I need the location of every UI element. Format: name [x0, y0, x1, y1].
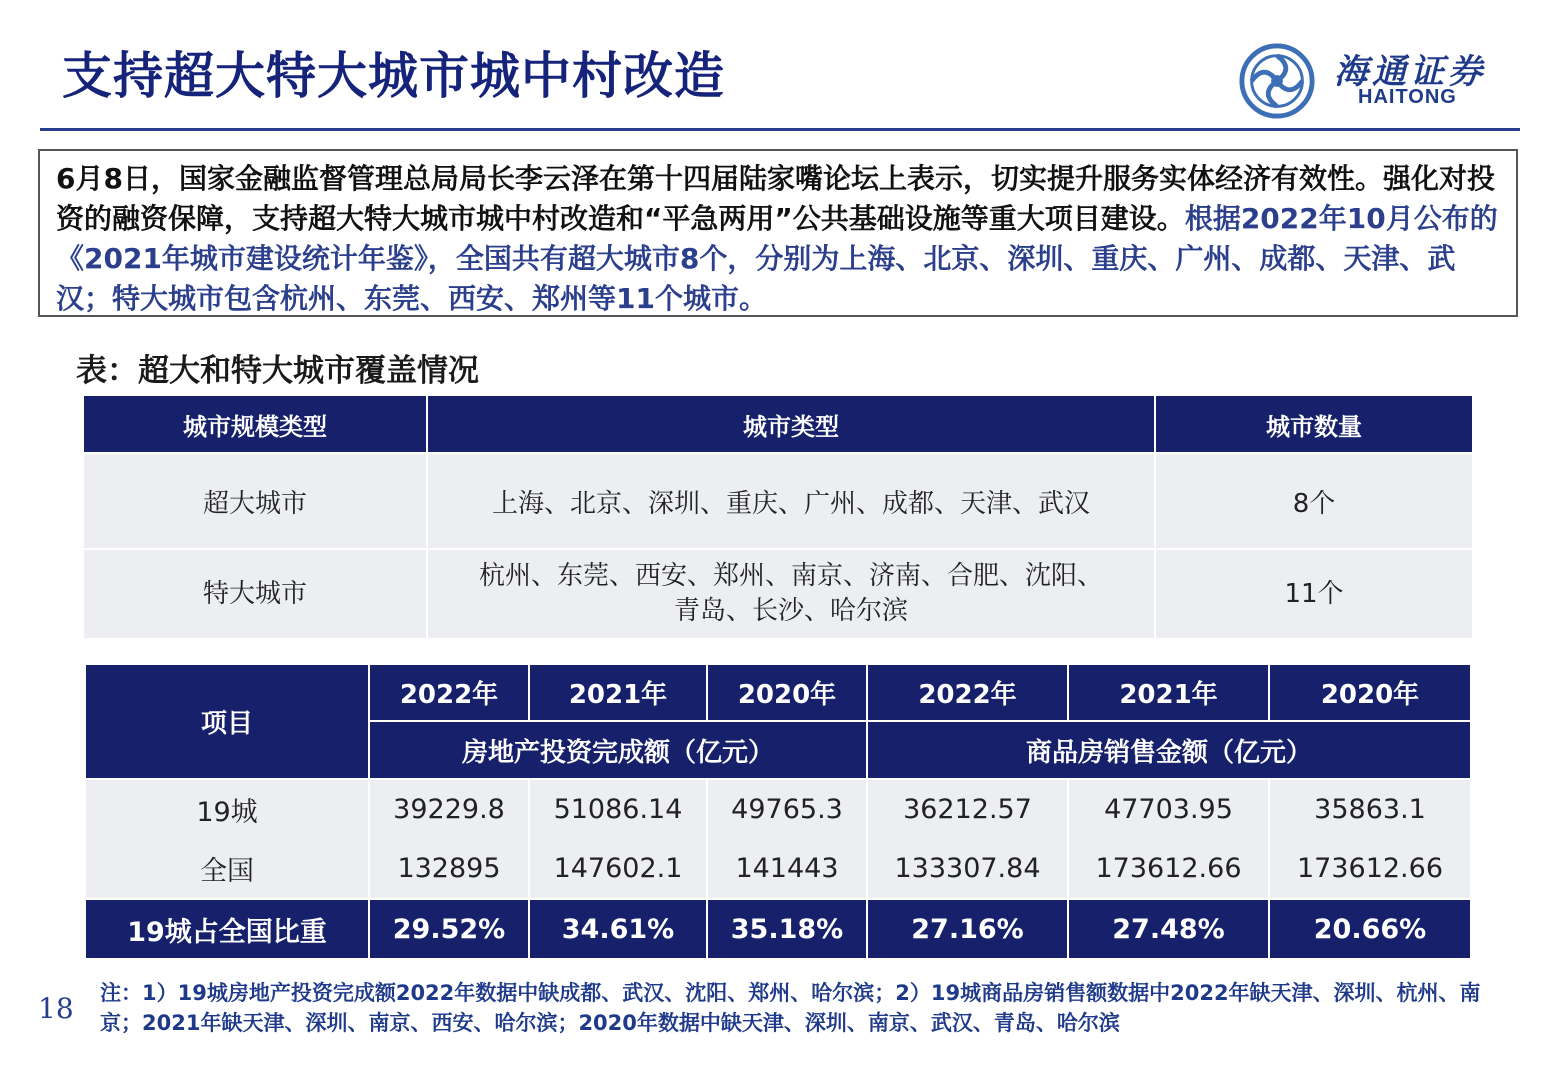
intro-text-box — [38, 149, 1518, 317]
value-cell: 132895 — [369, 839, 529, 899]
slide-title: 支持超大特大城市城中村改造 — [62, 47, 725, 105]
share-row — [85, 899, 1471, 959]
cities-line: 青岛、长沙、哈尔滨 — [673, 596, 908, 626]
header-year: 2020年 — [1269, 664, 1471, 721]
value-cell: 35863.1 — [1269, 779, 1471, 839]
table-header-row — [84, 396, 1472, 453]
cities-line: 杭州、东莞、西安、郑州、南京、济南、合肥、沈阳、 — [478, 561, 1103, 591]
page-number: 18 — [38, 992, 74, 1025]
header-year: 2022年 — [867, 664, 1068, 721]
value-cell: 141443 — [707, 839, 867, 899]
cell-scale: 特大城市 — [84, 549, 427, 638]
cell-count: 11个 — [1155, 549, 1472, 638]
row-label: 全国 — [85, 839, 369, 899]
share-cell: 34.61% — [529, 899, 707, 959]
header-year: 2020年 — [707, 664, 867, 721]
header-year: 2021年 — [1068, 664, 1269, 721]
real-estate-data-table — [84, 663, 1472, 960]
share-cell: 29.52% — [369, 899, 529, 959]
cell-count: 8个 — [1155, 453, 1472, 549]
row-label: 19城占全国比重 — [85, 899, 369, 959]
title-divider — [40, 128, 1520, 131]
haitong-logo-mark-icon — [1238, 42, 1316, 120]
value-cell: 47703.95 — [1068, 779, 1269, 839]
share-cell: 20.66% — [1269, 899, 1471, 959]
footnote: 注：1）19城房地产投资完成额2022年数据中缺成都、武汉、沈阳、郑州、哈尔滨；2）19城商品房销售额数据中2022年缺天津、深圳、杭州、南京；2021年缺天津、深圳、南京、西安、哈尔滨；2020年数据中缺天津、深圳、南京、武汉、青岛、哈尔滨 — [100, 981, 1481, 1035]
value-cell: 36212.57 — [867, 779, 1068, 839]
header-city-scale: 城市规模类型 — [84, 396, 427, 453]
header-investment-group: 房地产投资完成额（亿元） — [369, 721, 867, 779]
value-cell: 173612.66 — [1068, 839, 1269, 899]
cell-cities — [427, 549, 1155, 638]
row-label: 19城 — [85, 779, 369, 839]
share-cell: 27.48% — [1068, 899, 1269, 959]
table-caption: 表：超大和特大城市覆盖情况 — [76, 353, 479, 389]
table-row — [85, 839, 1471, 899]
value-cell: 133307.84 — [867, 839, 1068, 899]
value-cell: 49765.3 — [707, 779, 867, 839]
intro-paragraph-part2: 根据2022年10月公布的《2021年城市建设统计年鉴》，全国共有超大城市8个，分别为上海、北京、深圳、重庆、广州、成都、天津、武汉；特大城市包含杭州、东莞、西安、郑州等11个城市。 — [56, 202, 1498, 315]
intro-paragraph-part1: 6月8日，国家金融监督管理总局局长李云泽在第十四届陆家嘴论坛上表示，切实提升服务实体经济有效性。强化对投资的融资保障，支持超大特大城市城中村改造和“平急两用”公共基础设施等重大项目建设。 — [56, 162, 1495, 235]
value-cell: 39229.8 — [369, 779, 529, 839]
header-city-type: 城市类型 — [427, 396, 1155, 453]
value-cell: 173612.66 — [1269, 839, 1471, 899]
header-year: 2022年 — [369, 664, 529, 721]
table-row — [84, 549, 1472, 638]
year-header-row — [85, 664, 1471, 721]
header-item: 项目 — [85, 664, 369, 779]
share-cell: 35.18% — [707, 899, 867, 959]
cell-scale: 超大城市 — [84, 453, 427, 549]
share-cell: 27.16% — [867, 899, 1068, 959]
table-row — [84, 453, 1472, 549]
table-row — [85, 779, 1471, 839]
value-cell: 51086.14 — [529, 779, 707, 839]
haitong-logo — [1238, 38, 1518, 118]
logo-chinese-name: 海通证券 — [1334, 52, 1486, 92]
cell-cities: 上海、北京、深圳、重庆、广州、成都、天津、武汉 — [427, 453, 1155, 549]
logo-english-name: HAITONG — [1358, 86, 1457, 108]
value-cell: 147602.1 — [529, 839, 707, 899]
header-city-count: 城市数量 — [1155, 396, 1472, 453]
header-year: 2021年 — [529, 664, 707, 721]
header-sales-group: 商品房销售金额（亿元） — [867, 721, 1471, 779]
city-coverage-table — [84, 396, 1472, 638]
